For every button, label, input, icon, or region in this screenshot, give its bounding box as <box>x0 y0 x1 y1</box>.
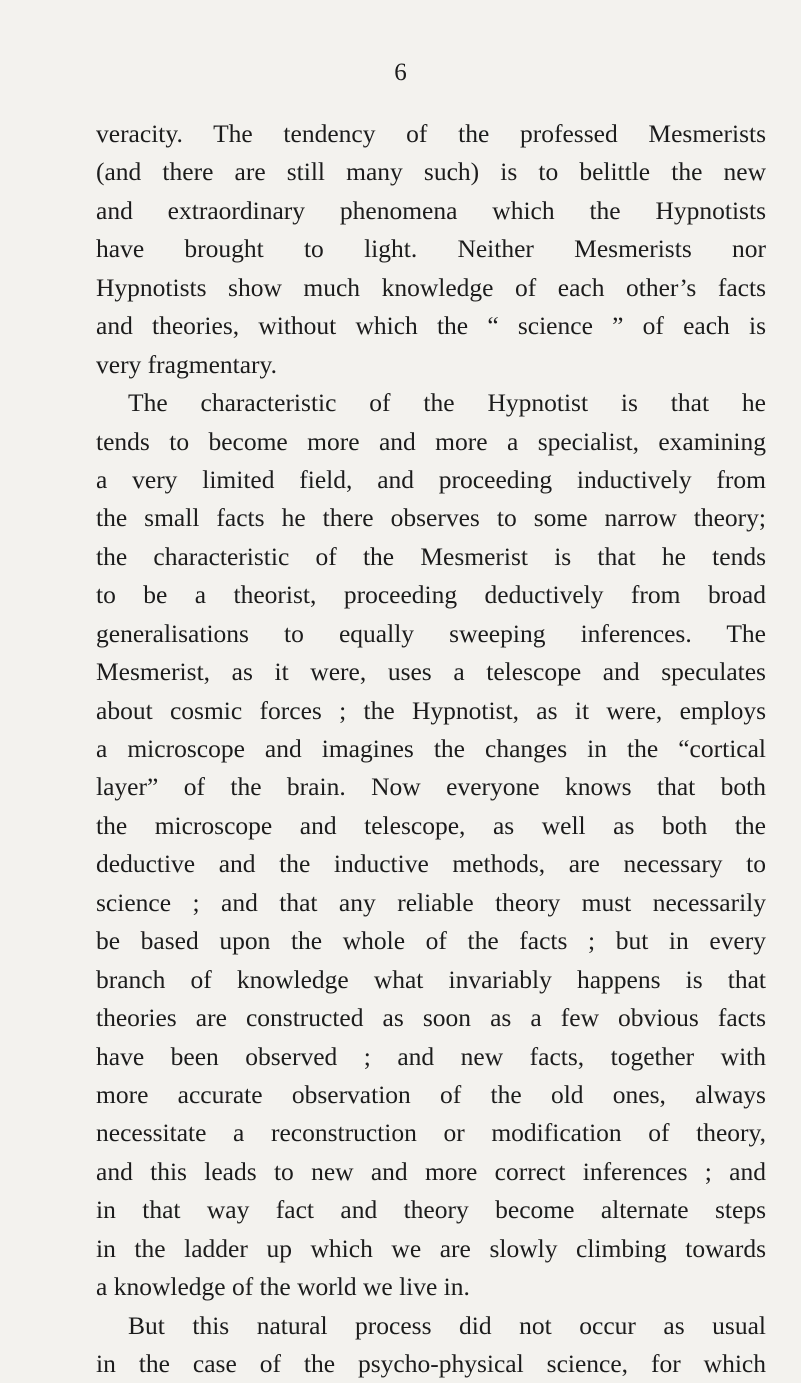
text-line: deductive and the inductive methods, are necessary to <box>96 849 766 879</box>
text-line: to be a theorist, proceeding deductively from broad <box>96 580 766 610</box>
text-line: Hypnotists show much knowledge of each other’s facts <box>96 272 766 302</box>
text-line: The characteristic of the Hypnotist is that he <box>128 388 766 418</box>
text-line: very fragmentary. <box>96 349 278 379</box>
text-line: Mesmerist, as it were, uses a telescope and speculates <box>96 657 766 687</box>
page-number: 6 <box>394 59 407 86</box>
text-line: have been observed ; and new facts, together with <box>96 1041 766 1071</box>
text-line: theories are constructed as soon as a few obvious facts <box>96 1003 766 1033</box>
text-line: a microscope and imagines the changes in the “cortical <box>96 734 766 763</box>
text-line: generalisations to equally sweeping inferences. The <box>96 618 766 648</box>
text-line: be based upon the whole of the facts ; but in every <box>96 926 766 956</box>
text-line: have brought to light. Neither Mesmerists nor <box>96 234 766 264</box>
text-line: in that way fact and theory become alternate steps <box>96 1195 766 1225</box>
text-line: in the ladder up which we are slowly climbing towards <box>96 1233 766 1263</box>
text-line: tends to become more and more a specialist, examining <box>96 426 766 456</box>
text-line: in the case of the psycho-physical science, for which <box>96 1349 766 1378</box>
text-line: a very limited field, and proceeding inductively from <box>96 464 766 494</box>
text-line: the microscope and telescope, as well as both the <box>96 810 766 840</box>
text-line: branch of knowledge what invariably happens is that <box>96 964 766 994</box>
text-line: veracity. The tendency of the professed Mesmerists <box>96 119 766 148</box>
text-line: and extraordinary phenomena which the Hypnotists <box>96 195 766 225</box>
text-line: more accurate observation of the old ones, always <box>96 1079 766 1109</box>
text-line: and this leads to new and more correct inferences ; and <box>96 1156 766 1186</box>
text-line: (and there are still many such) is to belittle the new <box>96 157 766 187</box>
text-line: about cosmic forces ; the Hypnotist, as it were, employs <box>96 695 766 725</box>
text-line: and theories, without which the “ science ” of each is <box>96 311 766 341</box>
body-text <box>96 115 766 1383</box>
text-line: layer” of the brain. Now everyone knows that both <box>96 772 766 802</box>
text-line: a knowledge of the world we live in. <box>96 1272 470 1302</box>
text-line: science ; and that any reliable theory must necessarily <box>96 887 766 917</box>
text-line: But this natural process did not occur as usual <box>128 1310 766 1340</box>
text-line: the characteristic of the Mesmerist is that he tends <box>96 541 766 571</box>
text-line: necessitate a reconstruction or modification of theory, <box>96 1118 766 1148</box>
text-line: the small facts he there observes to some narrow theory; <box>96 503 766 533</box>
